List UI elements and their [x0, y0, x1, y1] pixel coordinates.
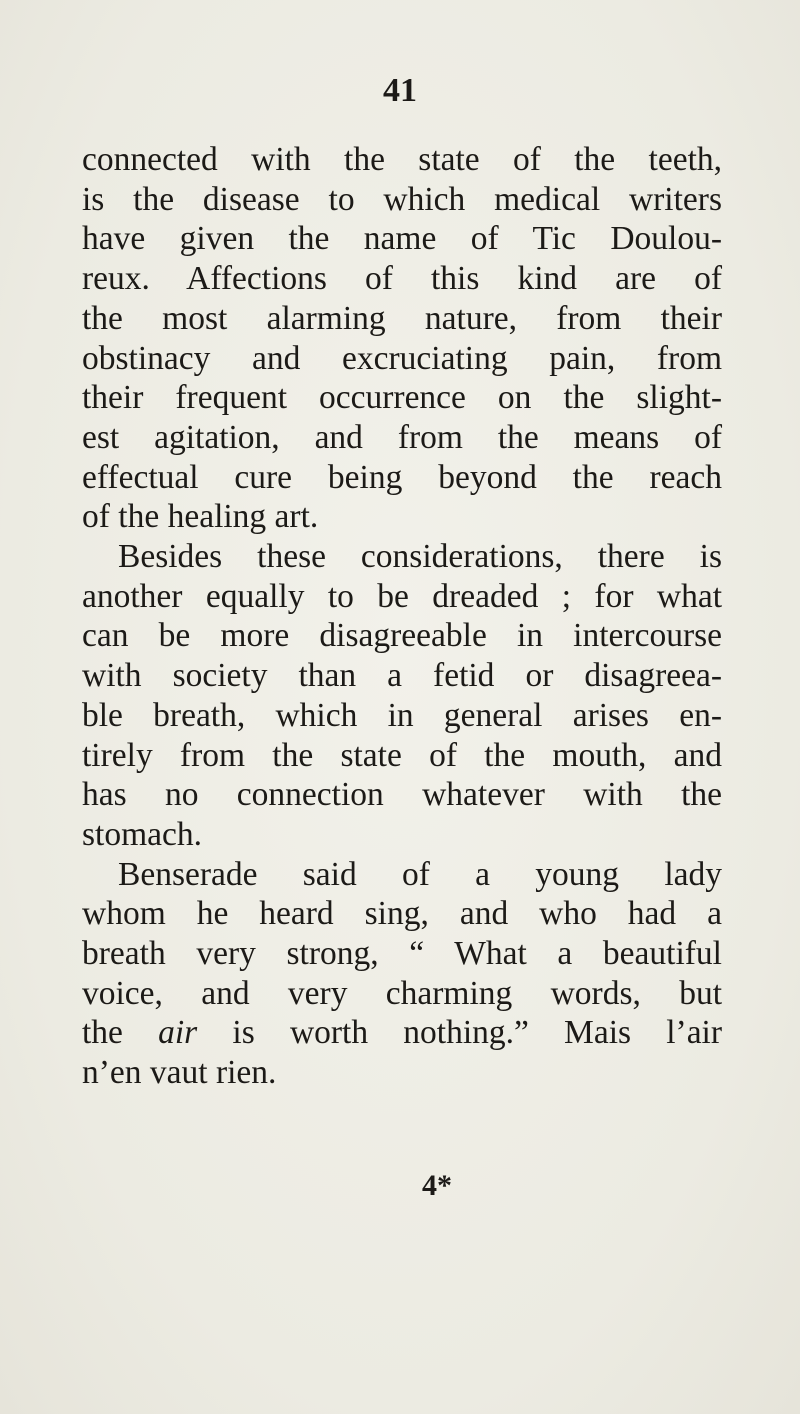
text-line: stomach.: [82, 815, 203, 853]
text-line: obstinacy and excruciating pain, from: [82, 339, 722, 377]
text-line: voice, and very charming words, but: [82, 974, 722, 1012]
text-line: Besides these considerations, there is: [118, 538, 722, 576]
text-line: effectual cure being beyond the reach: [82, 458, 722, 496]
text-line: whom he heard sing, and who had a: [82, 895, 722, 933]
text-line: n’en vaut rien.: [82, 1054, 277, 1092]
signature-mark: 4*: [422, 1169, 452, 1202]
text-line: ble breath, which in general arises en-: [82, 696, 722, 734]
text-line: is the disease to which medical writers: [82, 180, 722, 218]
text-line: [82, 1013, 722, 1053]
text-line: have given the name of Tic Doulou-: [82, 220, 722, 258]
text-line: their frequent occurrence on the slight-: [82, 379, 722, 417]
text-fragment: is worth nothing.” Mais l’air: [232, 1014, 723, 1052]
text-line: with society than a fetid or disagreea-: [82, 657, 722, 695]
italic-word: air: [158, 1014, 198, 1052]
text-line: the most alarming nature, from their: [82, 299, 722, 337]
body-text: [82, 140, 722, 1093]
page-number: 41: [383, 72, 417, 109]
text-line: Benserade said of a young lady: [118, 855, 722, 893]
text-line: can be more disagreeable in intercourse: [82, 617, 722, 655]
text-line: another equally to be dreaded ; for what: [82, 577, 722, 615]
text-line: est agitation, and from the means of: [82, 418, 722, 456]
text-line: has no connection whatever with the: [82, 776, 722, 814]
text-line: tirely from the state of the mouth, and: [82, 736, 722, 774]
text-line: of the healing art.: [82, 498, 319, 536]
text-line: connected with the state of the teeth,: [82, 141, 722, 178]
text-line: reux. Affections of this kind are of: [82, 260, 722, 298]
text-line: breath very strong, “ What a beautiful: [82, 935, 722, 973]
text-fragment: the: [82, 1014, 123, 1052]
